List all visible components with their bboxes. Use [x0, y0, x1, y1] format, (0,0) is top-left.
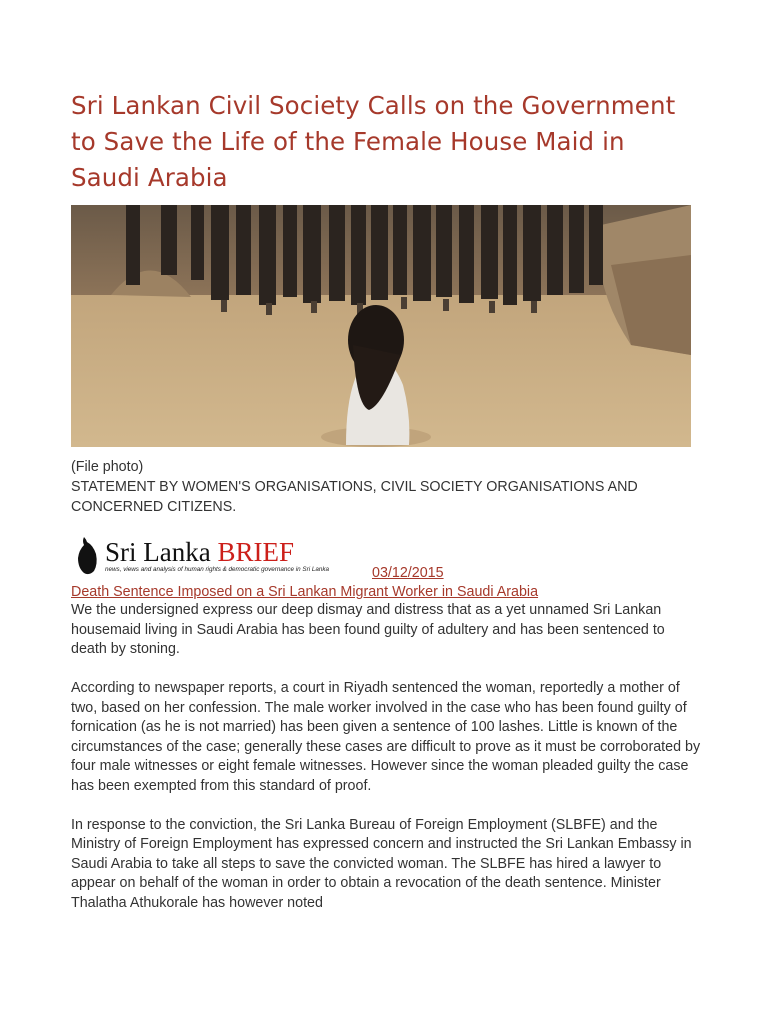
- photo-caption-block: [71, 457, 701, 517]
- logo-name-text: Sri Lanka: [105, 537, 211, 567]
- sri-lanka-brief-logo: [75, 536, 367, 580]
- photo-caption: (File photo): [71, 459, 144, 475]
- source-article-link[interactable]: Death Sentence Imposed on a Sri Lankan Migrant Worker in Saudi Arabia: [71, 584, 539, 600]
- sri-lanka-map-icon: [75, 536, 99, 576]
- statement-heading: STATEMENT BY WOMEN'S ORGANISATIONS, CIVIL SOCIETY ORGANISATIONS AND CONCERNED CITIZENS.: [71, 479, 638, 515]
- paragraph: In response to the conviction, the Sri Lanka Bureau of Foreign Employment (SLBFE) and the Ministry of Foreign Employment has expressed concern and instructed the Sri Lankan Embassy in Saudi Arabia to take all steps to save the convicted woman. The SLBFE has hired a lawyer to appear on behalf of the woman in order to obtain a revocation of the death sentence. Minister Thalatha Athukorale has however noted: [71, 816, 692, 911]
- article-body: [71, 601, 701, 933]
- source-row: [71, 536, 701, 582]
- article-title: Sri Lankan Civil Society Calls on the Government to Save the Life of the Female House Maid in Saudi Arabia: [71, 91, 676, 192]
- article-date-link[interactable]: 03/12/2015: [372, 565, 444, 581]
- paragraph: According to newspaper reports, a court in Riyadh sentenced the woman, reportedly a mother of two, based on her confession. The male worker involved in the case who has been found guilty of fornication (as he is not married) has been given a sentence of 100 lashes. Little is known of the circumstances of the case; generally these cases are difficult to prove as it must be corroborated by four male witnesses or eight female witnesses. However since the woman pleaded guilty the case has been exempted from this standard of proof.: [71, 680, 701, 794]
- logo-brief-text: BRIEF: [217, 537, 295, 567]
- article-photo: [71, 205, 691, 447]
- logo-tagline: news, views and analysis of human rights & democratic governance in Sri Lanka: [105, 566, 330, 573]
- paragraph: We the undersigned express our deep dismay and distress that as a yet unnamed Sri Lankan housemaid living in Saudi Arabia has been found guilty of adultery and has been sentenced to death by stoning.: [71, 602, 665, 657]
